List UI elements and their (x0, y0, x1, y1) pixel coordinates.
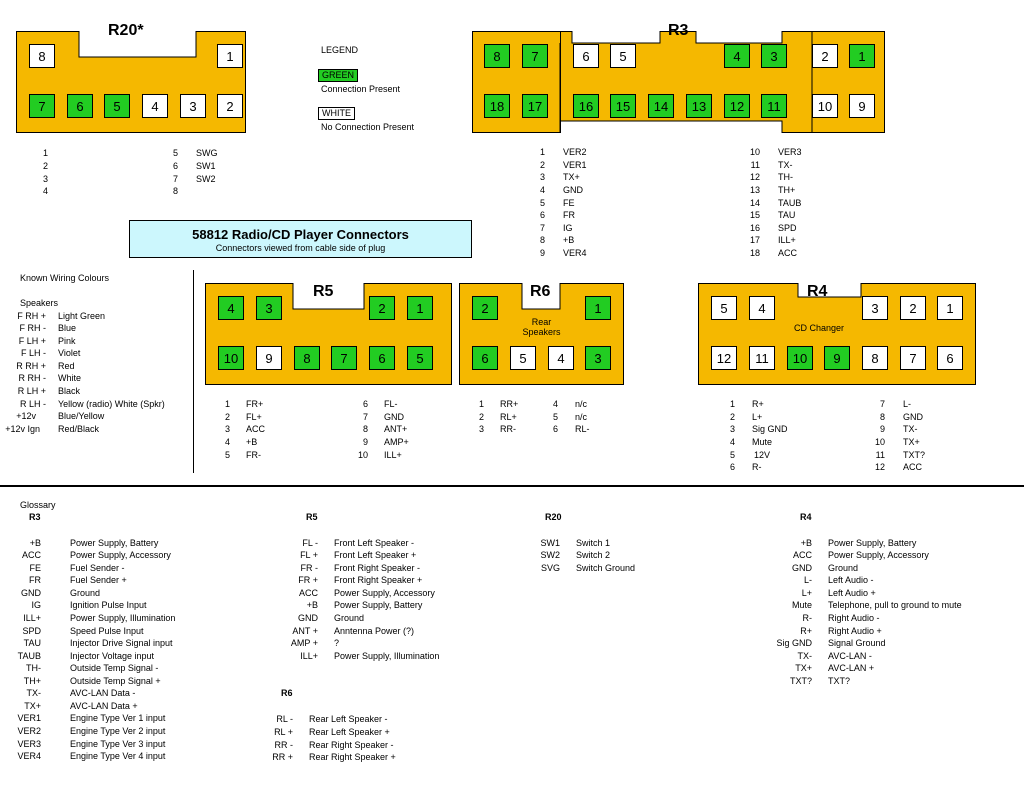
connector-r4-title: R4 (807, 283, 828, 300)
pin-r3-7: 7 (522, 44, 548, 68)
pin-r6-5: 5 (510, 346, 536, 370)
pin-r5-2: 2 (369, 296, 395, 320)
pin-r3-5: 5 (610, 44, 636, 68)
pin-r4-12: 12 (711, 346, 737, 370)
connector-r6-note: Rear Speakers (522, 317, 561, 337)
glossary-title: Glossary (20, 500, 56, 510)
pin-r5-7: 7 (331, 346, 357, 370)
connector-r3 (472, 22, 885, 133)
connector-r20 (16, 22, 246, 133)
pin-r3-4: 4 (724, 44, 750, 68)
pin-r3-14: 14 (648, 94, 674, 118)
pin-r6-4: 4 (548, 346, 574, 370)
pin-r4-2: 2 (900, 296, 926, 320)
divider-vertical (193, 270, 194, 473)
divider-horizontal (0, 485, 1024, 487)
title-box (129, 220, 472, 258)
connector-r3-title: R3 (668, 22, 689, 39)
pin-r5-10: 10 (218, 346, 244, 370)
page-subtitle: Connectors viewed from cable side of plug (215, 243, 386, 253)
legend-white-swatch: WHITE (318, 107, 355, 120)
pin-r6-3: 3 (585, 346, 611, 370)
connector-r6 (459, 283, 624, 385)
wiring-section: Speakers (20, 298, 59, 308)
legend-green-desc: Connection Present (321, 84, 401, 94)
pin-r6-2: 2 (472, 296, 498, 320)
pin-r5-9: 9 (256, 346, 282, 370)
pin-r5-4: 4 (218, 296, 244, 320)
page-title: 58812 Radio/CD Player Connectors (192, 227, 409, 242)
connector-r20-title: R20* (108, 22, 144, 39)
pin-r4-9: 9 (824, 346, 850, 370)
pin-r3-13: 13 (686, 94, 712, 118)
pin-r3-2: 2 (812, 44, 838, 68)
pin-r20-8: 8 (29, 44, 55, 68)
pin-r6-6: 6 (472, 346, 498, 370)
glossary-r20-head: R20 (545, 512, 562, 522)
pin-r3-6: 6 (573, 44, 599, 68)
pin-r3-12: 12 (724, 94, 750, 118)
glossary-r6-head: R6 (281, 688, 293, 698)
glossary-r4-head: R4 (800, 512, 812, 522)
pin-r3-8: 8 (484, 44, 510, 68)
pin-r5-8: 8 (294, 346, 320, 370)
pin-r5-5: 5 (407, 346, 433, 370)
connector-r5-title: R5 (313, 283, 334, 300)
pin-r3-17: 17 (522, 94, 548, 118)
pin-r4-11: 11 (749, 346, 775, 370)
pin-r4-3: 3 (862, 296, 888, 320)
legend-title: LEGEND (321, 45, 359, 55)
glossary-r3-head: R3 (29, 512, 41, 522)
pin-r4-6: 6 (937, 346, 963, 370)
pin-r20-7: 7 (29, 94, 55, 118)
pin-r20-1: 1 (217, 44, 243, 68)
pin-r4-1: 1 (937, 296, 963, 320)
pin-r20-2: 2 (217, 94, 243, 118)
pin-r3-16: 16 (573, 94, 599, 118)
pin-r6-1: 1 (585, 296, 611, 320)
pin-r4-8: 8 (862, 346, 888, 370)
connector-r6-title: R6 (530, 283, 551, 300)
connector-r5 (205, 283, 452, 385)
pin-r3-15: 15 (610, 94, 636, 118)
legend-white-desc: No Connection Present (321, 122, 415, 132)
pin-r4-4: 4 (749, 296, 775, 320)
pin-r3-3: 3 (761, 44, 787, 68)
pin-r20-3: 3 (180, 94, 206, 118)
glossary-r5-head: R5 (306, 512, 318, 522)
pin-r3-1: 1 (849, 44, 875, 68)
connector-r4-note: CD Changer (793, 323, 845, 333)
pin-r5-6: 6 (369, 346, 395, 370)
connector-r4 (698, 283, 976, 385)
pin-r3-11: 11 (761, 94, 787, 118)
pin-r5-1: 1 (407, 296, 433, 320)
pin-r4-5: 5 (711, 296, 737, 320)
pin-r4-7: 7 (900, 346, 926, 370)
pin-r20-5: 5 (104, 94, 130, 118)
pin-r3-9: 9 (849, 94, 875, 118)
pin-r20-6: 6 (67, 94, 93, 118)
pin-r20-4: 4 (142, 94, 168, 118)
pin-r3-18: 18 (484, 94, 510, 118)
legend-green-swatch: GREEN (318, 69, 358, 82)
wiring-title: Known Wiring Colours (20, 273, 110, 283)
pin-r3-10: 10 (812, 94, 838, 118)
pin-r5-3: 3 (256, 296, 282, 320)
pin-r4-10: 10 (787, 346, 813, 370)
